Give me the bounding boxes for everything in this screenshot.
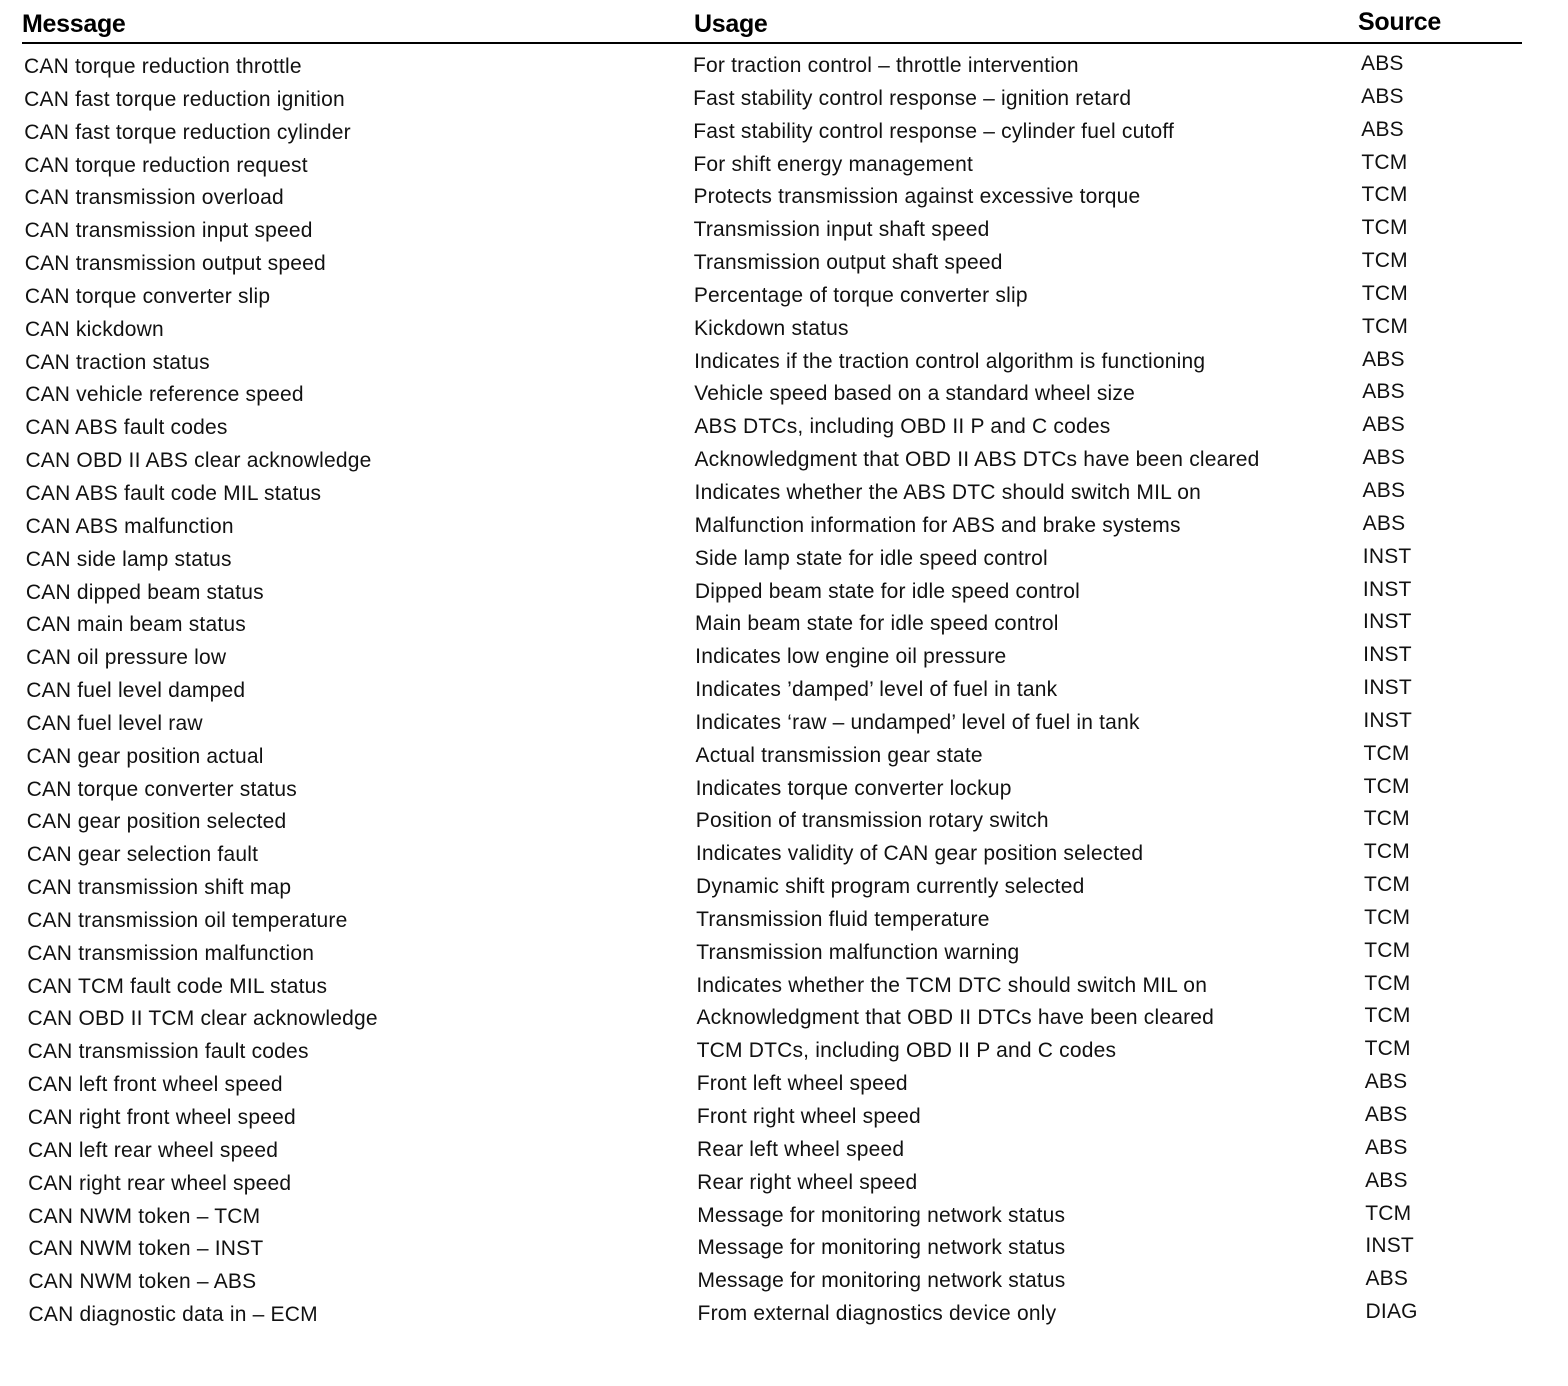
row-source: TCM <box>1364 873 1411 897</box>
row-source: ABS <box>1365 1168 1408 1192</box>
row-source: ABS <box>1362 347 1405 371</box>
row-source: ABS <box>1362 478 1406 502</box>
row-usage: Indicates ‘raw – undamped’ level of fuel in tank <box>695 710 1140 734</box>
table-row <box>23 249 1523 285</box>
row-source: TCM <box>1364 938 1411 962</box>
row-message: CAN dipped beam status <box>25 580 264 604</box>
row-message: CAN OBD II ABS clear acknowledge <box>25 449 372 473</box>
row-message: CAN right front wheel speed <box>27 1106 296 1129</box>
table-row <box>24 643 1524 679</box>
table-row <box>25 938 1525 975</box>
row-usage: Dynamic shift program currently selected <box>696 875 1085 899</box>
row-source: DIAG <box>1365 1300 1418 1324</box>
row-usage: Indicates ’damped’ level of fuel in tank <box>695 678 1058 702</box>
row-message: CAN ABS fault codes <box>25 416 228 440</box>
header-source: Source <box>1358 8 1441 36</box>
table-row <box>25 905 1525 942</box>
row-message: CAN ABS fault code MIL status <box>25 481 322 505</box>
can-message-table <box>22 6 1522 1336</box>
row-usage: Message for monitoring network status <box>697 1236 1066 1260</box>
header-message: Message <box>22 10 126 38</box>
row-usage: Protects transmission against excessive torque <box>693 185 1141 209</box>
table-row <box>25 807 1525 843</box>
row-source: ABS <box>1362 446 1406 470</box>
row-source: TCM <box>1363 807 1410 831</box>
row-source: TCM <box>1361 183 1408 207</box>
table-row <box>24 478 1524 515</box>
table-row <box>22 183 1522 219</box>
row-message: CAN torque converter status <box>26 777 297 801</box>
row-message: CAN ABS malfunction <box>25 514 234 538</box>
row-message: CAN torque converter slip <box>24 284 271 308</box>
row-usage: Rear left wheel speed <box>696 1137 905 1161</box>
table-row <box>25 840 1525 876</box>
row-source: TCM <box>1361 249 1408 273</box>
row-usage: Message for monitoring network status <box>697 1269 1066 1293</box>
table-row <box>22 150 1522 187</box>
row-source: INST <box>1362 544 1412 568</box>
table-row <box>23 413 1523 449</box>
row-source: TCM <box>1363 840 1410 864</box>
row-usage: Actual transmission gear state <box>695 743 983 767</box>
row-usage: Indicates torque converter lockup <box>695 776 1012 800</box>
row-source: TCM <box>1363 774 1410 798</box>
row-usage: TCM DTCs, including OBD II P and C codes <box>696 1039 1117 1063</box>
row-message: CAN TCM fault code MIL status <box>27 974 328 998</box>
row-source: TCM <box>1363 741 1410 765</box>
row-message: CAN fast torque reduction ignition <box>24 87 345 111</box>
row-message: CAN NWM token – TCM <box>28 1204 261 1228</box>
table-row <box>22 52 1522 88</box>
row-source: TCM <box>1361 216 1408 240</box>
row-source: TCM <box>1364 905 1411 929</box>
row-usage: Kickdown status <box>693 316 849 340</box>
row-message: CAN transmission output speed <box>24 252 326 276</box>
row-message: CAN left front wheel speed <box>27 1073 283 1097</box>
table-row <box>25 774 1525 811</box>
row-message: CAN transmission oil temperature <box>27 908 348 932</box>
row-usage: Acknowledgment that OBD II DTCs have been cleared <box>696 1006 1215 1030</box>
row-message: CAN OBD II TCM clear acknowledge <box>27 1007 378 1031</box>
row-usage: Side lamp state for idle speed control <box>694 546 1048 570</box>
table-row <box>24 676 1524 712</box>
table-row <box>26 1037 1526 1073</box>
row-source: ABS <box>1364 1103 1408 1126</box>
table-row <box>23 281 1523 318</box>
row-message: CAN gear position actual <box>26 744 264 768</box>
row-usage: Indicates whether the ABS DTC should switch MIL on <box>694 480 1202 504</box>
row-usage: Front right wheel speed <box>696 1105 921 1128</box>
table-row <box>23 314 1523 351</box>
row-source: INST <box>1365 1234 1414 1258</box>
table-row <box>24 708 1524 745</box>
row-source: ABS <box>1362 413 1405 437</box>
row-message: CAN gear position selected <box>26 810 287 834</box>
table-row <box>23 380 1523 416</box>
row-source: ABS <box>1362 511 1406 535</box>
row-source: ABS <box>1364 1135 1408 1159</box>
row-usage: ABS DTCs, including OBD II P and C codes <box>694 415 1111 439</box>
row-message: CAN left rear wheel speed <box>27 1138 279 1162</box>
row-message: CAN oil pressure low <box>26 646 227 670</box>
table-row <box>25 741 1525 778</box>
table-row <box>25 1004 1525 1040</box>
row-message: CAN NWM token – INST <box>28 1237 264 1261</box>
row-source: INST <box>1363 610 1412 634</box>
table-row <box>24 511 1524 548</box>
row-source: TCM <box>1364 1037 1411 1061</box>
row-usage: Malfunction information for ABS and brake systems <box>694 513 1181 537</box>
row-usage: Transmission fluid temperature <box>696 907 990 931</box>
table-row <box>26 1070 1526 1106</box>
table-row <box>22 84 1522 121</box>
row-usage: Indicates validity of CAN gear position selected <box>695 842 1144 866</box>
row-usage: Transmission malfunction warning <box>696 940 1020 964</box>
row-message: CAN transmission shift map <box>27 876 292 900</box>
row-source: ABS <box>1361 84 1404 108</box>
table-row <box>24 544 1524 581</box>
row-source: TCM <box>1361 314 1409 338</box>
row-message: CAN fast torque reduction cylinder <box>24 120 351 144</box>
table-body <box>22 52 1522 1336</box>
row-source: TCM <box>1364 971 1411 995</box>
table-row <box>27 1300 1527 1336</box>
row-source: ABS <box>1365 1267 1409 1291</box>
table-row <box>23 216 1523 252</box>
row-usage: Fast stability control response – cylinder fuel cutoff <box>693 119 1175 143</box>
table-row <box>22 117 1522 154</box>
row-message: CAN fuel level damped <box>26 679 246 703</box>
row-source: TCM <box>1361 281 1408 305</box>
row-source: ABS <box>1361 117 1404 141</box>
row-usage: For shift energy management <box>693 152 974 176</box>
table-row <box>26 1168 1526 1205</box>
table-header <box>22 6 1522 44</box>
row-message: CAN torque reduction throttle <box>24 55 302 78</box>
table-row <box>26 1135 1526 1172</box>
row-usage: Fast stability control response – ignition retard <box>693 86 1132 110</box>
row-usage: Indicates whether the TCM DTC should switch MIL on <box>696 973 1208 997</box>
table-row <box>26 1267 1526 1303</box>
row-message: CAN right rear wheel speed <box>28 1171 292 1195</box>
row-message: CAN traction status <box>25 350 210 374</box>
row-message: CAN main beam status <box>26 613 246 637</box>
table-row <box>24 610 1524 646</box>
row-message: CAN torque reduction request <box>24 153 308 177</box>
row-source: INST <box>1363 643 1412 667</box>
row-usage: Message for monitoring network status <box>697 1203 1066 1227</box>
row-usage: Front left wheel speed <box>696 1072 908 1096</box>
row-message: CAN side lamp status <box>25 547 232 571</box>
row-usage: Transmission output shaft speed <box>693 251 1003 275</box>
row-message: CAN transmission fault codes <box>27 1040 309 1064</box>
row-usage: Percentage of torque converter slip <box>693 283 1028 307</box>
row-usage: Main beam state for idle speed control <box>695 612 1059 636</box>
row-message: CAN kickdown <box>24 317 164 341</box>
row-message: CAN diagnostic data in – ECM <box>28 1303 318 1327</box>
row-source: ABS <box>1362 380 1405 404</box>
row-usage: Position of transmission rotary switch <box>695 809 1049 833</box>
row-message: CAN transmission malfunction <box>27 941 315 965</box>
row-source: TCM <box>1361 150 1408 174</box>
row-usage: For traction control – throttle intervention <box>693 54 1079 77</box>
table-row <box>23 347 1523 384</box>
row-usage: Acknowledgment that OBD II ABS DTCs have been cleared <box>694 448 1260 472</box>
row-usage: Indicates if the traction control algorithm is functioning <box>694 349 1206 373</box>
row-usage: Rear right wheel speed <box>697 1170 918 1194</box>
row-usage: Transmission input shaft speed <box>693 218 990 242</box>
table-row <box>26 1234 1526 1270</box>
row-usage: Vehicle speed based on a standard wheel size <box>694 382 1135 406</box>
row-source: TCM <box>1364 1004 1411 1028</box>
row-message: CAN transmission overload <box>24 186 284 210</box>
row-source: ABS <box>1361 52 1404 75</box>
row-message: CAN NWM token – ABS <box>28 1270 257 1294</box>
table-row <box>25 971 1525 1008</box>
header-usage: Usage <box>694 10 768 38</box>
row-message: CAN fuel level raw <box>26 711 203 735</box>
table-row <box>25 873 1525 909</box>
table-row <box>23 446 1523 482</box>
row-usage: Dipped beam state for idle speed control <box>694 579 1080 603</box>
table-row <box>26 1201 1526 1238</box>
row-source: TCM <box>1365 1201 1412 1225</box>
row-source: INST <box>1362 577 1412 601</box>
row-message: CAN vehicle reference speed <box>25 383 304 407</box>
row-usage: Indicates low engine oil pressure <box>695 645 1007 669</box>
row-source: ABS <box>1364 1070 1408 1094</box>
row-message: CAN transmission input speed <box>24 219 313 243</box>
row-usage: From external diagnostics device only <box>697 1302 1057 1326</box>
row-message: CAN gear selection fault <box>26 843 259 867</box>
row-source: INST <box>1363 676 1412 700</box>
row-source: INST <box>1363 708 1413 732</box>
table-row <box>24 577 1524 614</box>
table-row <box>26 1103 1526 1139</box>
